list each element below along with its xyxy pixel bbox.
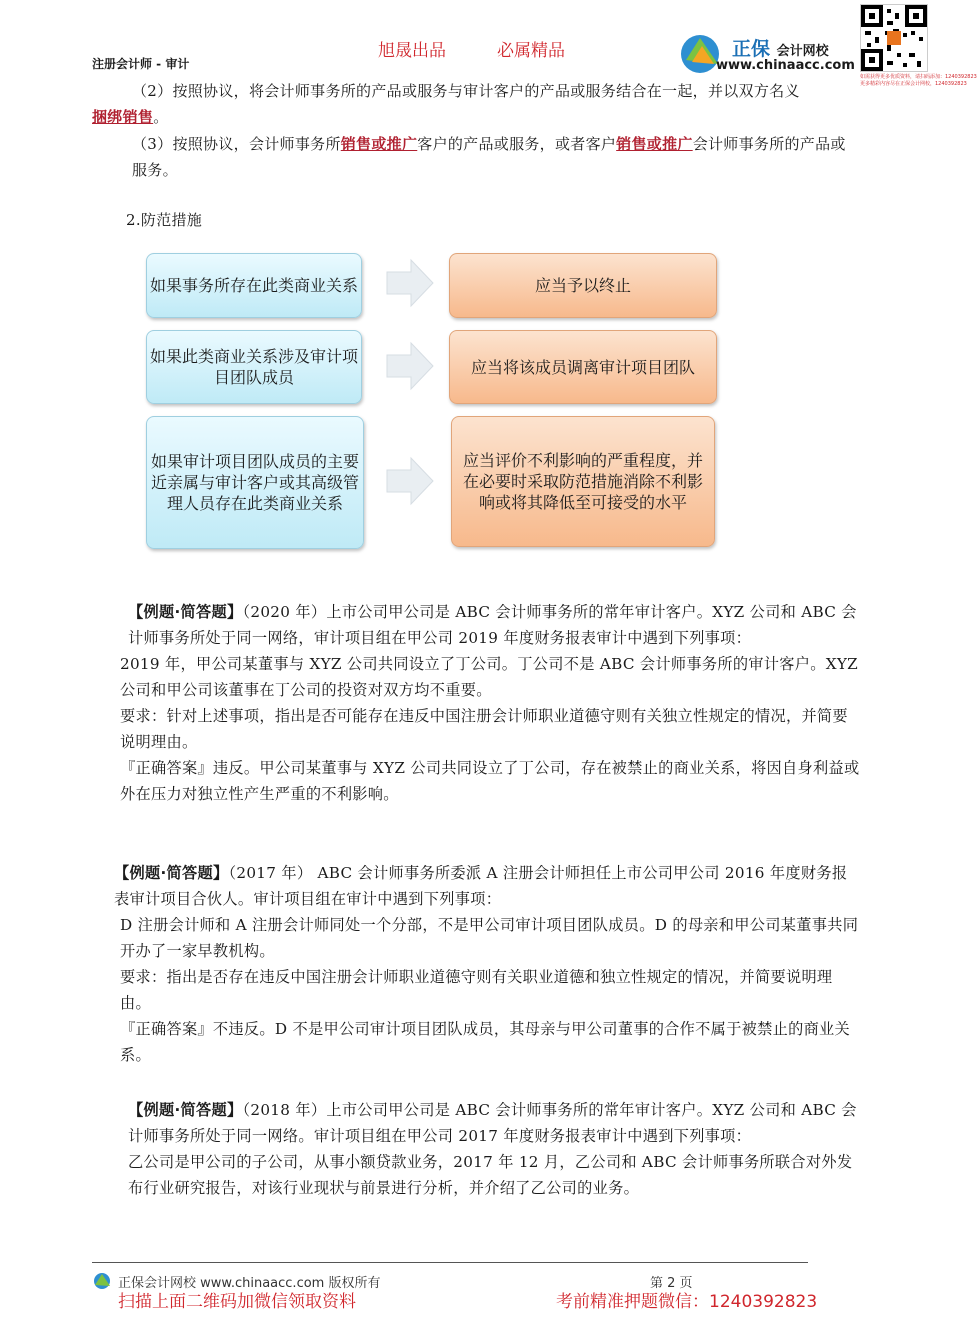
footer-promo-left: 扫描上面二维码加微信领取资料 — [118, 1292, 356, 1312]
footer-page-number: 第 2 页 — [650, 1276, 693, 1291]
section-title: 2.防范措施 — [126, 211, 203, 229]
flow-arrow-icon — [385, 341, 435, 391]
footer-copyright: 正保会计网校 www.chinaacc.com 版权所有 — [118, 1276, 381, 1291]
header-subtitle: 注册会计师 - 审计 — [92, 57, 190, 71]
flow-action-1: 应当予以终止 — [449, 253, 717, 318]
intro-item-2: （2）按照协议，将会计师事务所的产品或服务与审计客户的产品或服务结合在一起，并以双方名义 捆绑销售。 — [92, 82, 800, 126]
qr-code-icon — [860, 4, 928, 72]
footer-divider — [92, 1262, 808, 1263]
logo-url: www.chinaacc.com — [716, 58, 855, 73]
logo-brand: 正保 会计网校 — [732, 38, 829, 60]
footer-promo-right: 考前精准押题微信：1240392823 — [556, 1292, 818, 1312]
flow-condition-1: 如果事务所存在此类商业关系 — [146, 253, 362, 318]
slogan-left: 旭晟出品 — [378, 41, 446, 61]
flow-action-3: 应当评价不利影响的严重程度，并在必要时采取防范措施消除不利影响或将其降低至可接受的水平 — [451, 416, 715, 547]
question-1: 【例题·简答题】（2020 年）上市公司甲公司是 ABC 会计师事务所的常年审计客户。XYZ 公司和 ABC 会计师事务所处于同一网络，审计项目组在甲公司 2019 年度财务报表审计中遇到下列事项： 2019 年，甲公司某董事与 XYZ 公司共同设立了丁公司。丁公司不是 ABC 会计师事务所的审计客户。XYZ 公司和甲公司该董事在丁公司的投资对双方均不重要。 要求：针对上述事项，指出是否可能存在违反中国注册会计师职业道德守则有关独立性规定的情况，并简要说明理由。 『正确答案』违反。甲公司某董事与 XYZ 公司共同设立了丁公司，存在被禁止的商业关系，将因自身利益或外在压力对独立性产生严重的不利影响。 — [120, 603, 860, 803]
question-3: 【例题·简答题】（2018 年）上市公司甲公司是 ABC 会计师事务所的常年审计客户。XYZ 公司和 ABC 会计师事务所处于同一网络。审计项目组在甲公司 2017 年度财务报表审计中遇到下列事项： 乙公司是甲公司的子公司，从事小额贷款业务，2017 年 12 月，乙公司和 ABC 会计师事务所联合对外发布行业研究报告，对该行业现状与前景进行分析，并介绍了乙公司的业务。 — [128, 1101, 857, 1197]
flow-arrow-icon — [385, 456, 435, 506]
footer-logo-icon — [92, 1270, 114, 1290]
flow-condition-3: 如果审计项目团队成员的主要近亲属与审计客户或其高级管理人员存在此类商业关系 — [146, 416, 364, 549]
intro-item-3: （3）按照协议，会计师事务所销售或推广客户的产品或服务，或者客户销售或推广会计师事务所的产品或服务。 — [132, 135, 846, 179]
flow-arrow-icon — [385, 258, 435, 308]
slogan-right: 必属精品 — [497, 41, 565, 61]
flow-action-2: 应当将该成员调离审计项目团队 — [449, 330, 717, 404]
qr-note: 如需获得更多优质资料，请扫码添加：1240392823 更多精彩内容尽在正保会计网校，1240392823 — [860, 74, 977, 87]
flow-condition-2: 如果此类商业关系涉及审计项目团队成员 — [146, 330, 362, 404]
question-2: 【例题·简答题】（2017 年） ABC 会计师事务所委派 A 注册会计师担任上市公司甲公司 2016 年度财务报表审计项目合伙人。审计项目组在审计中遇到下列事项： D 注册会计师和 A 注册会计师同处一个分部，不是甲公司审计项目团队成员。D 的母亲和甲公司某董事共同开办了一家早教机构。 要求：指出是否存在违反中国注册会计师职业道德守则有关职业道德和独立性规定的情况，并简要说明理由。 『正确答案』不违反。D 不是甲公司审计项目团队成员，其母亲与甲公司董事的合作不属于被禁止的商业关系。 — [114, 864, 859, 1064]
